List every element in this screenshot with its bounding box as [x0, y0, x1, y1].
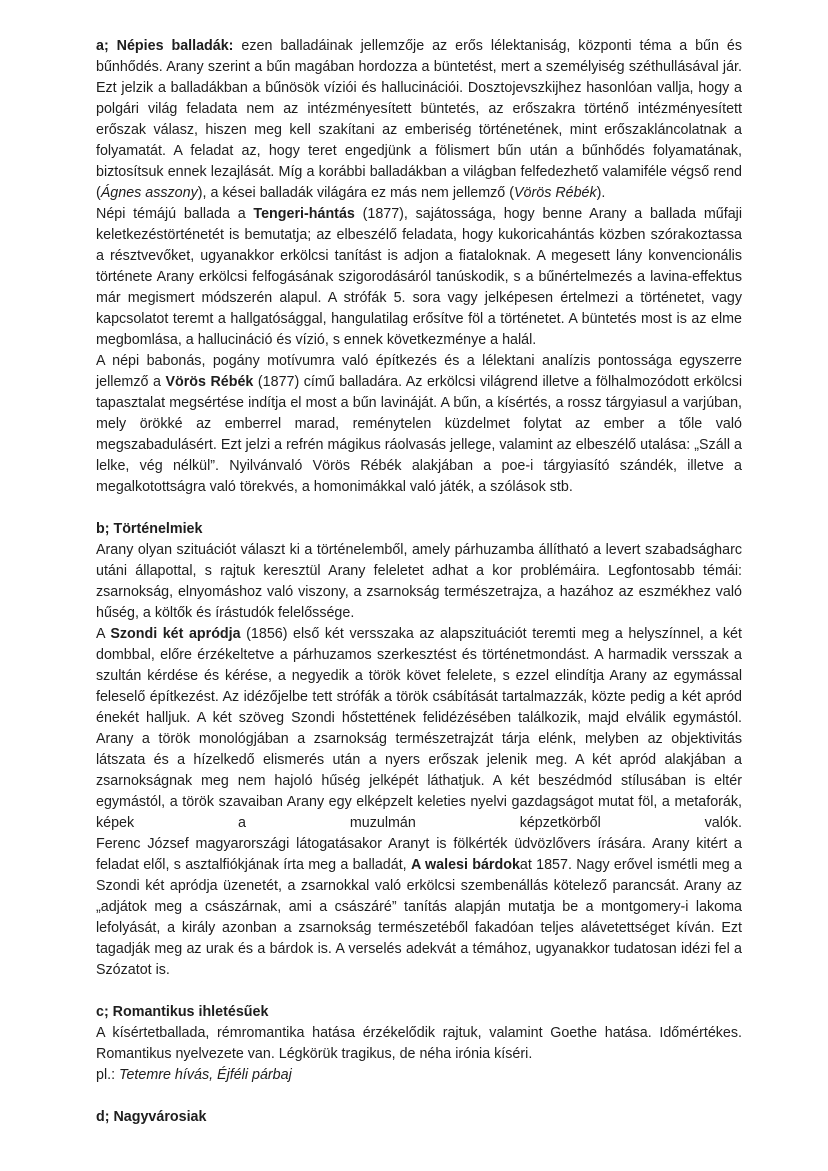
paragraph-voros-rebek [96, 351, 742, 498]
text-run: Népi témájú ballada a [96, 206, 254, 222]
paragraph-nepies-balladak [96, 36, 742, 204]
section-label-a: a; Népies balladák: [96, 38, 234, 54]
text-run: ), a kései balladák világára ez más nem jellemző ( [197, 185, 514, 201]
section-label-c: c; Romantikus ihletésűek [96, 1004, 269, 1020]
section-label-d: d; Nagyvárosiak [96, 1109, 207, 1125]
paragraph-tengeri-hantas [96, 204, 742, 351]
text-run: (1877) című balladára. Az erkölcsi világrend illetve a fölhalmozódott erkölcsi tapasztalat megsértése indítja el most a bűn lavináját. A bűn, a kísértés, a rossz tárgyiasul a varjúban, mely örökké az emberrel marad, reménytelen küzdelmet folytat az ember a tőle való megszabadulásért. Ezt jelzi a refrén mágikus ráolvasás jellege, valamint az elbeszélő utalása: „Száll a lelke, vég nélkül”. Nyilvánvaló Vörös Rébék alakjában a poe-i tárgyiasító szándék, illetve a megalkotottságra való törekvés, a homonimákkal való játék, a szólások stb. [96, 374, 742, 495]
heading-romantikus-ihletesuek [96, 1002, 742, 1023]
work-title-szondi-ket-aprodja: Szondi két apródja [110, 626, 241, 642]
text-run: ezen balladáinak jellemzője az erős lélektaniság, központi téma a bűn és bűnhődés. Arany szerint a bűn magában hordozza a büntetést, mert a személyiség széthullásával jár. Ezt jelzik a balladákban a bűnösök víziói és hallucinációi. Dosztojevszkijhez hasonlóan vallja, hogy a polgári világ feladata nem az intézményesített büntetés, az erőszakra történő intézményesített erőszak válasz, hiszen meg kell szakítani az emberiség történetének, mint erőszakláncolatnak a folyamatát. A feladat az, hogy teret engedjünk a fölismert bűn után a bűnhődés folyamatának, biztosítsuk ennek lezajlását. Míg a korábbi balladákban a világban felfedezhető valamiféle végső rend ( [96, 38, 742, 201]
text-run: pl.: [96, 1067, 120, 1083]
work-title-agnes-asszony: Ágnes asszony [100, 185, 198, 201]
text-run: (1856) első két versszaka az alapszituációt teremti meg a helyszínnel, a két dombbal, előre érzékeltetve a párhuzamos szerkesztést és történetmondást. A harmadik versszak a szultán kérdése és kérése, a negyedik a török követ felelete, s ezzel elindítja Arany az egymással feleselő építkezést. Az idézőjelbe tett strófák a török csábítását tartalmazzák, közte pedig a két apród énekét halljuk. A két szöveg Szondi hőstettének felidézésében találkozik, majd elválik egymástól. Arany a török monológjában a zsarnokság természetrajzát tárja elénk, melyben az objektivitás látszata és a hízelkedő elismerés után a nyers erőszak jelenik meg. A két apród alakjában a zsarnokságnak meg nem hajoló hűség jelképét láthatjuk. A két beszédmód stílusában is eltér egymástól, a török szavaiban Arany egy elképzelt keleties nyelvi gazdagságot mutat föl, a metaforák, képek a muzulmán képzetkörből valók. [96, 626, 742, 831]
paragraph-tortenelmiek-intro [96, 540, 742, 624]
section-label-b: b; Történelmiek [96, 521, 203, 537]
text-run: Ferenc József magyarországi látogatásakor Aranyt is fölkérték üdvözlővers írására. Arany kitért a feladat elől, s asztalfiókjának írta meg a balladát, [96, 836, 742, 873]
text-run: (1877), sajátossága, hogy benne Arany a ballada műfaji keletkezéstörténetét is bemutatja; az elbeszélő feladata, hogy kukoricahántás közben szórakoztassa a résztvevőket, ugyanakkor erkölcsi tanítást is adjon a fiataloknak. A megesett lány konvencionális története Arany erkölcsi felfogásának szigorodásáról tanúskodik, s a bűnértelmezés a lavina-effektus már megismert módszerén alapul. A strófák 5. sora vagy jelképesen értelmezi a történetet, vagy kapcsolatot teremt a hallgatósággal, hangulatilag erősítve föl a történetet. A büntetés most is az elme megbomlása, a hallucináció és vízió, s ennek következménye a halál. [96, 206, 742, 348]
document-content [96, 36, 742, 1128]
work-title-voros-rebek-bold: Vörös Rébék [165, 374, 254, 390]
paragraph-walesi-bardok [96, 834, 742, 981]
work-titles-tetemre-ejfeli: Tetemre hívás, Éjféli párbaj [119, 1067, 292, 1083]
paragraph-romantikus-intro [96, 1023, 742, 1065]
paragraph-romantikus-examples [96, 1065, 742, 1086]
heading-nagyvarosiak [96, 1107, 742, 1128]
text-run: A kísértetballada, rémromantika hatása érzékelődik rajtuk, valamint Goethe hatása. Időmértékes. Romantikus nyelvezete van. Légkörük tragikus, de néha irónia kíséri. [96, 1025, 742, 1062]
work-title-tengeri-hantas: Tengeri-hántás [253, 206, 355, 222]
heading-tortenelmiek [96, 519, 742, 540]
text-run: Arany olyan szituációt választ ki a történelemből, amely párhuzamba állítható a levert szabadságharc utáni állapottal, s rajtuk keresztül Arany feleletet adhat a kor problémáira. Legfontosabb témái: zsarnokság, elnyomáshoz való viszony, a zsarnokság természetrajza, a hazához az eszmékhez való hűség, a költők és írástudók felelőssége. [96, 542, 742, 621]
text-run: at 1857. Nagy erővel ismétli meg a Szondi két apródja üzenetét, a zsarnokkal való erkölcsi szembenállás kötelező parancsát. Arany az „adjátok meg a császárnak, ami a császáré” tanítás alapján mutatja be a montgomery-i lakoma lefolyását, a király azonban a zsarnokság természetéből fakadóan teljes alávetettséget kíván. Ezt tagadják meg az urak és a bárdok is. A verselés adekvát a témához, ugyanakkor tudatosan idézi fel a Szózatot is. [96, 857, 743, 978]
text-run: ). [596, 185, 606, 201]
text-run: A népi babonás, pogány motívumra való építkezés és a lélektani analízis pontossága egyszerre jellemző a [96, 353, 742, 390]
work-title-voros-rebek: Vörös Rébék [514, 185, 597, 201]
paragraph-szondi-ket-aprodja [96, 624, 742, 834]
text-run: A [96, 626, 111, 642]
work-title-walesi-bardok: A walesi bárdok [410, 857, 520, 873]
